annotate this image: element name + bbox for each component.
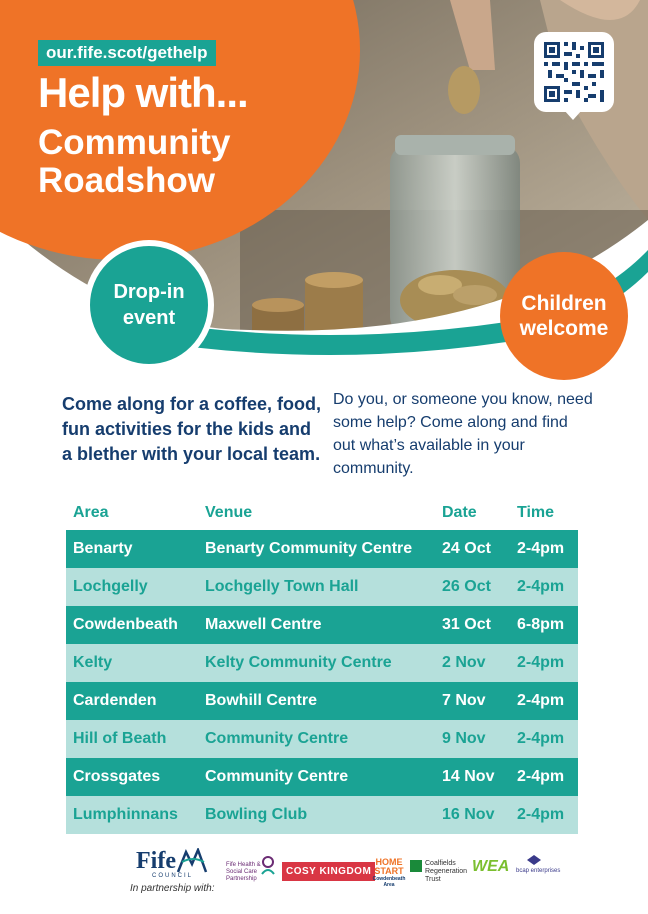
cell-time: 2-4pm <box>510 530 578 568</box>
column-header-venue: Venue <box>205 504 253 521</box>
home-start-area: Cowdenbeath Area <box>372 876 406 888</box>
cell-area: Hill of Beath <box>66 720 198 758</box>
cell-time: 2-4pm <box>510 720 578 758</box>
cell-area: Kelty <box>66 644 198 682</box>
qr-speech-tail <box>564 110 582 120</box>
cell-date: 9 Nov <box>435 720 510 758</box>
intro-right-text: Do you, or someone you know, need some help? Come along and find out what’s available in your community. <box>333 391 593 477</box>
cell-area: Crossgates <box>66 758 198 796</box>
subheadline-line-2: Roadshow <box>38 161 215 200</box>
cell-time: 6-8pm <box>510 606 578 644</box>
drop-in-line-2: event <box>122 307 176 329</box>
table-row <box>66 720 578 758</box>
cell-area: Cardenden <box>66 682 198 720</box>
subheadline-line-1: Community <box>38 123 231 162</box>
table-row <box>66 606 578 644</box>
wea-logo: WEA <box>472 858 510 875</box>
url-banner[interactable]: our.fife.scot/gethelp <box>38 40 216 66</box>
cosy-kingdom-logo: COSY KINGDOM <box>282 862 375 881</box>
home-start-logo <box>372 858 406 888</box>
fife-council-logo: Fife <box>136 848 176 874</box>
table-row <box>66 682 578 720</box>
cell-area: Benarty <box>66 530 198 568</box>
qr-code-icon <box>534 32 614 112</box>
subheadline <box>38 124 231 200</box>
table-row <box>66 758 578 796</box>
drop-in-badge <box>84 240 214 370</box>
headline: Help with... <box>38 69 248 116</box>
cell-venue: Community Centre <box>198 758 435 796</box>
cell-date: 24 Oct <box>435 530 510 568</box>
cell-date: 14 Nov <box>435 758 510 796</box>
cell-area: Lumphinnans <box>66 796 198 834</box>
cell-venue: Maxwell Centre <box>198 606 435 644</box>
coalfields-trust-logo: Coalfields Regeneration Trust <box>425 860 468 883</box>
cell-area: Lochgelly <box>66 568 198 606</box>
cell-venue: Bowhill Centre <box>198 682 435 720</box>
children-line-2: welcome <box>519 317 609 340</box>
coalfields-icon <box>410 860 422 872</box>
table-row <box>66 530 578 568</box>
fife-council-mark-icon <box>176 848 210 874</box>
intro-left-text: Come along for a coffee, food, fun activities for the kids and a blether with your local team. <box>62 394 322 464</box>
column-header-time: Time <box>517 504 555 521</box>
cell-date: 2 Nov <box>435 644 510 682</box>
table-row <box>66 644 578 682</box>
cell-area: Cowdenbeath <box>66 606 198 644</box>
bcap-logo: bcap enterprises <box>516 868 561 874</box>
cell-date: 31 Oct <box>435 606 510 644</box>
cell-date: 26 Oct <box>435 568 510 606</box>
cell-time: 2-4pm <box>510 758 578 796</box>
cell-venue: Bowling Club <box>198 796 435 834</box>
fife-council-wordmark: COUNCIL <box>152 873 194 879</box>
partnership-label: In partnership with: <box>130 883 215 894</box>
cell-time: 2-4pm <box>510 644 578 682</box>
cell-venue: Benarty Community Centre <box>198 530 435 568</box>
cell-venue: Community Centre <box>198 720 435 758</box>
cell-time: 2-4pm <box>510 682 578 720</box>
children-line-1: Children <box>521 292 607 315</box>
children-welcome-badge <box>500 252 628 380</box>
bcap-icon <box>526 854 542 866</box>
cell-time: 2-4pm <box>510 796 578 834</box>
schedule-table <box>66 496 578 834</box>
cell-date: 7 Nov <box>435 682 510 720</box>
cell-venue: Lochgelly Town Hall <box>198 568 435 606</box>
column-header-area: Area <box>73 504 109 521</box>
cell-date: 16 Nov <box>435 796 510 834</box>
partner-footer <box>0 840 648 914</box>
column-header-date: Date <box>442 504 477 521</box>
home-start-name: HOME START <box>374 857 404 876</box>
drop-in-line-1: Drop-in <box>113 281 185 303</box>
hsc-partnership-logo: Fife Health & Social Care Partnership <box>226 862 261 882</box>
cell-venue: Kelty Community Centre <box>198 644 435 682</box>
table-row <box>66 568 578 606</box>
cell-time: 2-4pm <box>510 568 578 606</box>
qr-code[interactable] <box>534 32 614 112</box>
table-row <box>66 796 578 834</box>
table-header-row <box>66 496 578 530</box>
